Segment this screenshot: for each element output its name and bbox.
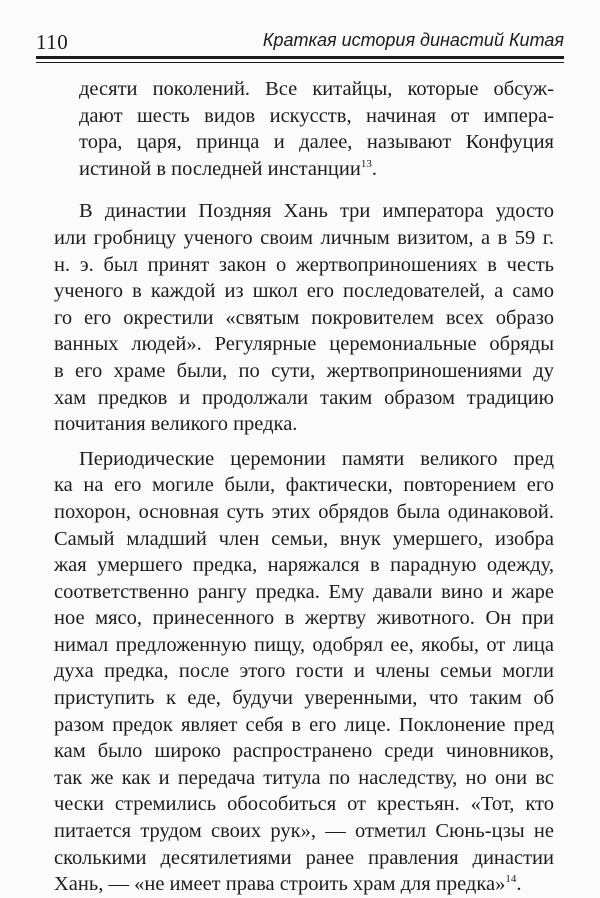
- paragraph-1: [54, 76, 554, 182]
- text-line: Периодические церемонии памяти великого пред: [79, 447, 554, 470]
- paragraph-2: [54, 198, 554, 437]
- text-line: го его окрестили «святым покровителем всех образо: [54, 306, 554, 329]
- text-line-content: Хань, — «не имеет права строить храм для предка»: [54, 873, 506, 896]
- text-line: [54, 156, 554, 183]
- text-line: чески стремились обособиться от крестьян. «Тот, кто: [54, 793, 554, 816]
- text-line: н. э. был принят закон о жертвоприношениях в честь: [54, 253, 554, 276]
- text-line: жая умершего предка, наряжался в парадную одежду,: [54, 554, 554, 577]
- text-line: сколькими десятилетиями ранее правления династии: [54, 846, 554, 869]
- paragraph-3: [54, 446, 554, 898]
- header-rule-thin: [36, 62, 564, 63]
- text-line: ученого в каждой из школ его последователей, а само: [54, 280, 554, 303]
- text-line: или гробницу ученого своим личным визитом, а в 59 г.: [54, 226, 554, 249]
- footnote-marker: 14: [505, 873, 517, 886]
- punctuation: .: [516, 873, 522, 896]
- text-line: так же как и передача титула по наследству, но они вс: [54, 766, 554, 789]
- text-line: Самый младший член семьи, внук умершего, изобра: [54, 527, 554, 550]
- text-line: духа предка, после этого гости и члены семьи могли: [54, 660, 554, 683]
- text-line: разом предок являет себя в его лице. Поклонение пред: [54, 713, 554, 736]
- text-line: ка на его могиле были, фактически, повторением его: [54, 474, 554, 497]
- text-line: похорон, основная суть этих обрядов была одинаковой.: [54, 500, 554, 523]
- footnote-marker: 13: [360, 157, 372, 170]
- text-line: ванных людей». Регулярные церемониальные обряды: [54, 333, 554, 356]
- text-line: десяти поколений. Все китайцы, которые обсуж-: [79, 78, 554, 100]
- text-line: В династии Поздняя Хань три императора удосто: [79, 200, 554, 223]
- text-line: питается трудом своих рук», — отметил Сюнь-цзы не: [54, 820, 554, 843]
- text-line: кам было широко распространено среди чиновников,: [54, 740, 554, 763]
- punctuation: .: [371, 157, 377, 180]
- text-line-content: истиной в последней инстанции: [79, 157, 361, 180]
- text-line: соответственно рангу предка. Ему давали вино и жаре: [54, 580, 554, 603]
- running-title: Краткая история династий Китая: [262, 30, 564, 50]
- text-line: хам предков и продолжали таким образом традицию: [54, 386, 554, 409]
- text-line: нимал предложенную пищу, одобрял ее, якобы, от лица: [54, 633, 554, 656]
- body-text: [54, 76, 554, 898]
- text-line: в его храме были, по сути, жертвоприношениями ду: [54, 359, 554, 382]
- text-line: дают шесть видов искусств, начиная от импера-: [79, 104, 554, 127]
- text-line: тора, царя, принца и далее, называют Конфуция: [79, 131, 554, 154]
- page-header: [36, 26, 564, 56]
- text-line: приступить к еде, будучи уверенными, что таким об: [54, 687, 554, 710]
- text-line: ное мясо, принесенного в жертву животного. Он при: [54, 607, 554, 630]
- header-rule-thick: [36, 56, 564, 59]
- text-line: [54, 871, 554, 898]
- text-line: почитания великого предка.: [54, 413, 298, 436]
- page-number: 110: [36, 30, 69, 54]
